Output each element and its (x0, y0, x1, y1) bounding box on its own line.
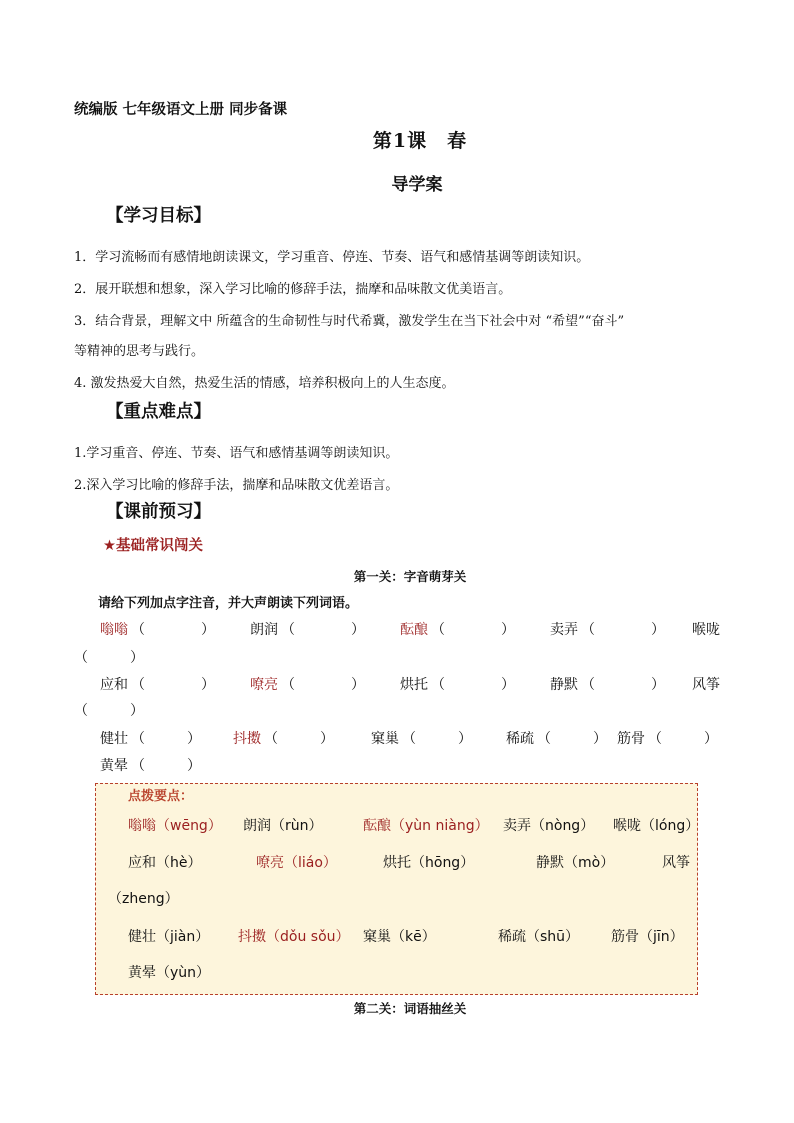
word-kechao: 窠巢 (371, 731, 399, 747)
answer-item: 卖弄（nòng） (503, 818, 595, 834)
blank-paren[interactable]: （ ） (537, 731, 607, 747)
word-jingu: 筋骨 (617, 731, 645, 747)
goal-3-cont: 等精神的思考与践行。 (74, 344, 205, 359)
blank-paren[interactable]: （ ） (581, 622, 665, 638)
word-jianzhuang: 健壮 (100, 731, 128, 747)
basic-knowledge-label: ★基础常识闯关 (103, 538, 203, 554)
blank-paren[interactable]: （ ） (281, 622, 365, 638)
word-langrun: 朗润 (250, 622, 278, 638)
blank-paren[interactable]: （ ） (648, 731, 718, 747)
answer-item: 筋骨（jīn） (611, 929, 684, 945)
goal-4: 4. 激发热爱大自然，热爱生活的情感，培养积极向上的人生态度。 (74, 376, 455, 391)
answer-item: 嗡嗡（wēng） (128, 818, 222, 834)
blank-paren[interactable]: （ ） (431, 677, 515, 693)
word-hongtuo: 烘托 (400, 677, 428, 693)
section-key-title: 【重点难点】 (106, 402, 211, 422)
section-goals-title: 【学习目标】 (106, 206, 211, 226)
word-xishu: 稀疏 (506, 731, 534, 747)
word-wengweng: 嗡嗡 (100, 622, 128, 638)
answer-item: （zheng） (108, 891, 179, 907)
answer-item: 酝酿（yùn niàng） (363, 818, 489, 834)
word-mainong: 卖弄 (550, 622, 578, 638)
word-houlong: 喉咙 (692, 622, 720, 638)
answer-item: 喉咙（lóng） (613, 818, 700, 834)
answer-item: 健壮（jiàn） (128, 929, 210, 945)
answer-item: 朗润（rùn） (243, 818, 323, 834)
level1-title: 第一关：字音萌芽关 (353, 569, 467, 584)
word-dousou: 抖擞 (233, 731, 261, 747)
word-jingmo: 静默 (550, 677, 578, 693)
blank-paren[interactable]: （ ） (74, 703, 144, 719)
level2-title: 第二关：词语抽丝关 (353, 1001, 467, 1016)
answer-item: 静默（mò） (536, 855, 615, 871)
goal-1: 1．学习流畅而有感情地朗读课文，学习重音、停连、节奏、语气和感情基调等朗读知识。 (74, 250, 590, 265)
doc-header: 统编版 七年级语文上册 同步备课 (74, 102, 288, 118)
answer-item: 烘托（hōng） (383, 855, 475, 871)
lesson-title: 第1课 春 (372, 130, 468, 152)
blank-paren[interactable]: （ ） (74, 650, 144, 666)
answer-item: 抖擞（dǒu sǒu） (238, 929, 350, 945)
blank-paren[interactable]: （ ） (581, 677, 665, 693)
word-liaoliang: 嘹亮 (250, 677, 278, 693)
blank-paren[interactable]: （ ） (131, 758, 201, 774)
answer-item: 应和（hè） (128, 855, 202, 871)
word-yinghe: 应和 (100, 677, 128, 693)
word-huangyun: 黄晕 (100, 758, 128, 774)
key-point-1: 1.学习重音、停连、节奏、语气和感情基调等朗读知识。 (74, 446, 399, 461)
key-point-2: 2.深入学习比喻的修辞手法，揣摩和品味散文优差语言。 (74, 478, 399, 493)
answer-item: 稀疏（shū） (498, 929, 580, 945)
answer-item: 风筝 (662, 855, 690, 871)
answer-item: 窠巢（kē） (363, 929, 436, 945)
word-fengzheng: 风筝 (692, 677, 720, 693)
goal-2: 2．展开联想和想象，深入学习比喻的修辞手法，揣摩和品味散文优美语言。 (74, 282, 512, 297)
blank-paren[interactable]: （ ） (281, 677, 365, 693)
blank-paren[interactable]: （ ） (264, 731, 334, 747)
lesson-subtitle: 导学案 (391, 175, 443, 195)
tip-label: 点拨要点： (128, 789, 194, 804)
goal-3: 3．结合背景，理解文中 所蕴含的生命韧性与时代希冀，激发学生在当下社会中对 “希望”“奋斗” (74, 314, 625, 329)
blank-paren[interactable]: （ ） (131, 677, 215, 693)
blank-paren[interactable]: （ ） (431, 622, 515, 638)
instruction-text: 请给下列加点字注音，并大声朗读下列词语。 (98, 596, 359, 611)
blank-paren[interactable]: （ ） (402, 731, 472, 747)
section-preview-title: 【课前预习】 (106, 502, 211, 522)
answer-item: 黄晕（yùn） (128, 965, 211, 981)
blank-paren[interactable]: （ ） (131, 731, 201, 747)
blank-paren[interactable]: （ ） (131, 622, 215, 638)
answer-item: 嘹亮（liáo） (256, 855, 337, 871)
word-yunniang: 酝酿 (400, 622, 428, 638)
